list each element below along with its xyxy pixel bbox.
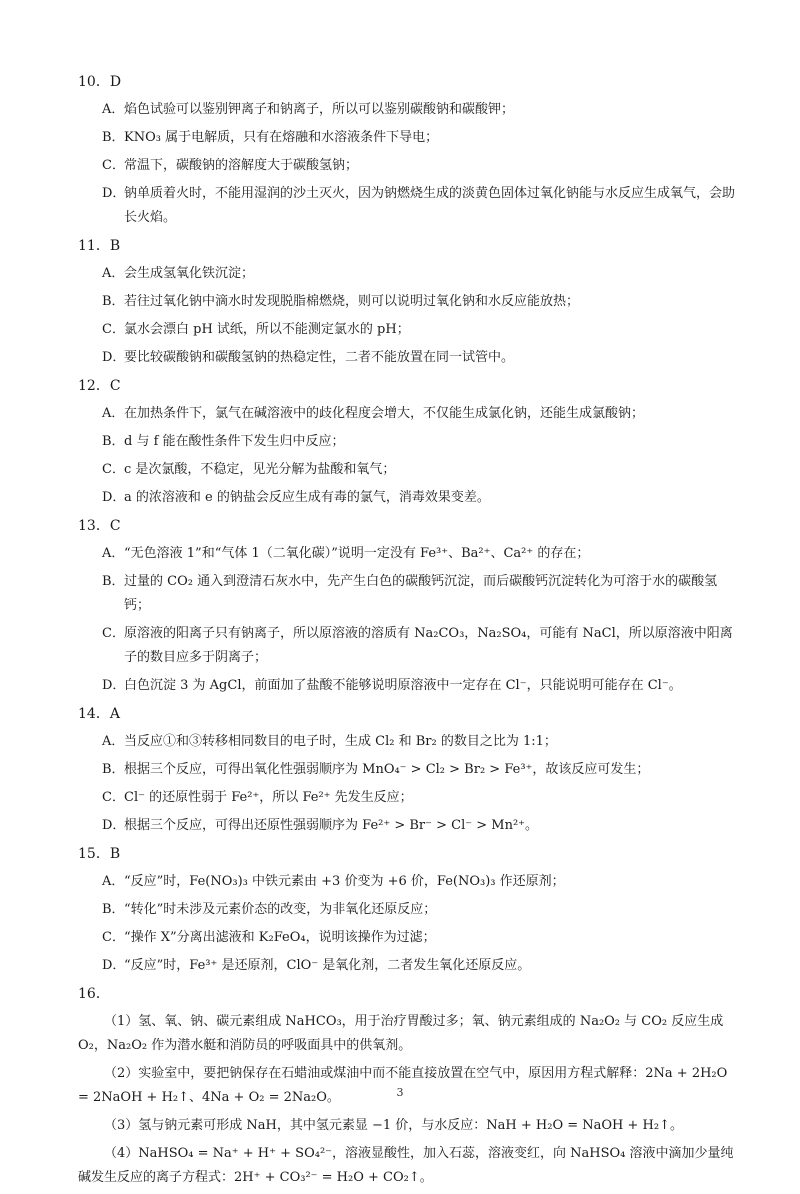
q11-option-a-text: 会生成氢氧化铁沉淀； — [124, 266, 255, 281]
answer-content — [78, 70, 742, 1194]
q12-option-b-label: B． — [102, 434, 125, 449]
q11-option-b — [78, 290, 742, 314]
q12-option-d-label: D． — [102, 490, 126, 505]
question-13-answer: 13．C — [78, 518, 121, 534]
q13-option-b — [78, 570, 742, 618]
question-10-answer: 10．D — [78, 74, 122, 90]
q16-part-1: （1）氢、氧、钠、碳元素组成 NaHCO₃，用于治疗胃酸过多；氧、钠元素组成的 Na₂O₂ 与 CO₂ 反应生成 O₂，Na₂O₂ 作为潜水艇和消防员的呼吸面具中的供氧剂。 — [78, 1014, 724, 1053]
q13-option-a — [78, 542, 742, 566]
q10-option-b — [78, 126, 742, 150]
q16-part-4: （4）NaHSO₄ = Na⁺ + H⁺ + SO₄²⁻，溶液显酸性，加入石蕊，溶液变红，向 NaHSO₄ 溶液中滴加少量纯碱发生反应的离子方程式：2H⁺ + CO₃²⁻ = H₂O + CO₂↑。 — [78, 1146, 734, 1185]
q14-option-c-text: Cl⁻ 的还原性弱于 Fe²⁺，所以 Fe²⁺ 先发生反应； — [124, 790, 413, 805]
q11-option-c-text: 氯水会漂白 pH 试纸，所以不能测定氯水的 pH； — [124, 322, 410, 337]
q13-option-d-text: 白色沉淀 3 为 AgCl，前面加了盐酸不能够说明原溶液中一定存在 Cl⁻，只能说明可能存在 Cl⁻。 — [124, 678, 682, 693]
q11-option-b-text: 若往过氧化钠中滴水时发现脱脂棉燃烧，则可以说明过氧化钠和水反应能放热； — [124, 294, 580, 309]
q15-option-d — [78, 954, 742, 978]
q13-option-c — [78, 622, 742, 670]
q14-option-a — [78, 730, 742, 754]
q10-option-c — [78, 154, 742, 178]
q10-option-c-label: C． — [102, 158, 125, 173]
q15-option-d-label: D． — [102, 958, 126, 973]
q16-part-3: （3）氢与钠元素可形成 NaH，其中氢元素显 −1 价，与水反应：NaH + H₂O = NaOH + H₂↑。 — [104, 1118, 683, 1133]
q15-option-c-text: “操作 X”分离出滤液和 K₂FeO₄，说明该操作为过滤； — [124, 930, 436, 945]
q13-option-b-label: B． — [102, 574, 125, 589]
q10-option-a-label: A． — [102, 102, 125, 117]
q15-option-a-text: “反应”时，Fe(NO₃)₃ 中铁元素由 +3 价变为 +6 价，Fe(NO₃)₃ 作还原剂； — [124, 874, 565, 889]
question-12-answer: 12．C — [78, 378, 121, 394]
q13-option-d — [78, 674, 742, 698]
question-14-answer: 14．A — [78, 706, 120, 722]
q11-option-d — [78, 346, 742, 370]
q11-option-d-text: 要比较碳酸钠和碳酸氢钠的热稳定性，二者不能放置在同一试管中。 — [124, 350, 515, 365]
q15-option-b-label: B． — [102, 902, 125, 917]
q15-option-c — [78, 926, 742, 950]
q13-option-c-text: 原溶液的阳离子只有钠离子，所以原溶液的溶质有 Na₂CO₃，Na₂SO₄，可能有 NaCl，所以原溶液中阳离子的数目应多于阴离子； — [124, 626, 733, 665]
q12-option-a-label: A． — [102, 406, 125, 421]
q10-option-d-label: D． — [102, 186, 126, 201]
q15-option-d-text: “反应”时，Fe³⁺ 是还原剂，ClO⁻ 是氧化剂，二者发生氧化还原反应。 — [124, 958, 531, 973]
q13-option-a-label: A． — [102, 546, 125, 561]
q12-option-c-label: C． — [102, 462, 125, 477]
q14-option-b — [78, 758, 742, 782]
q14-option-c — [78, 786, 742, 810]
q10-option-c-text: 常温下，碳酸钠的溶解度大于碳酸氢钠； — [124, 158, 359, 173]
q12-option-b — [78, 430, 742, 454]
q12-option-b-text: d 与 f 能在酸性条件下发生归中反应； — [124, 434, 345, 449]
q11-option-a — [78, 262, 742, 286]
q14-option-d — [78, 814, 742, 838]
q12-option-a-text: 在加热条件下，氯气在碱溶液中的歧化程度会增大，不仅能生成氯化钠，还能生成氯酸钠； — [124, 406, 645, 421]
q15-option-b — [78, 898, 742, 922]
q11-option-d-label: D． — [102, 350, 126, 365]
page-number: 3 — [396, 1086, 404, 1099]
q12-option-c-text: c 是次氯酸，不稳定，见光分解为盐酸和氧气； — [124, 462, 396, 477]
q10-option-a — [78, 98, 742, 122]
q14-option-d-label: D． — [102, 818, 126, 833]
q10-option-d-text: 钠单质着火时，不能用湿润的沙土灭火，因为钠燃烧生成的淡黄色固体过氧化钠能与水反应生成氧气，会助长火焰。 — [124, 186, 736, 225]
q14-option-a-label: A． — [102, 734, 125, 749]
q15-option-c-label: C． — [102, 930, 125, 945]
q12-option-c — [78, 458, 742, 482]
q11-option-b-label: B． — [102, 294, 125, 309]
q15-option-a — [78, 870, 742, 894]
q15-option-a-label: A． — [102, 874, 125, 889]
q10-option-d — [78, 182, 742, 230]
q13-option-c-label: C． — [102, 626, 125, 641]
q14-option-a-text: 当反应①和③转移相同数目的电子时，生成 Cl₂ 和 Br₂ 的数目之比为 1:1； — [124, 734, 557, 749]
q16-part-2: （2）实验室中，要把钠保存在石蜡油或煤油中而不能直接放置在空气中，原因用方程式解释：2Na + 2H₂O = 2NaOH + H₂↑、4Na + O₂ = 2Na₂O。 — [78, 1066, 728, 1105]
q14-option-c-label: C． — [102, 790, 125, 805]
q14-option-b-text: 根据三个反应，可得出氧化性强弱顺序为 MnO₄⁻ > Cl₂ > Br₂ > Fe³⁺，故该反应可发生； — [124, 762, 650, 777]
q13-option-a-text: “无色溶液 1”和“气体 1（二氧化碳）”说明一定没有 Fe³⁺、Ba²⁺、Ca²⁺ 的存在； — [124, 546, 590, 561]
question-16-heading: 16． — [78, 986, 110, 1002]
q12-option-d — [78, 486, 742, 510]
q14-option-b-label: B． — [102, 762, 125, 777]
q13-option-d-label: D． — [102, 678, 126, 693]
q15-option-b-text: “转化”时未涉及元素价态的改变，为非氧化还原反应； — [124, 902, 437, 917]
q12-option-a — [78, 402, 742, 426]
q10-option-b-label: B． — [102, 130, 125, 145]
q10-option-a-text: 焰色试验可以鉴别钾离子和钠离子，所以可以鉴别碳酸钠和碳酸钾； — [124, 102, 515, 117]
q11-option-c-label: C． — [102, 322, 125, 337]
q11-option-a-label: A． — [102, 266, 125, 281]
q14-option-d-text: 根据三个反应，可得出还原性强弱顺序为 Fe²⁺ > Br⁻ > Cl⁻ > Mn²⁺。 — [124, 818, 539, 833]
q10-option-b-text: KNO₃ 属于电解质，只有在熔融和水溶液条件下导电； — [124, 130, 439, 145]
question-11-answer: 11．B — [78, 238, 121, 254]
q11-option-c — [78, 318, 742, 342]
q12-option-d-text: a 的浓溶液和 e 的钠盐会反应生成有毒的氯气，消毒效果变差。 — [124, 490, 490, 505]
question-15-answer: 15．B — [78, 846, 121, 862]
q13-option-b-text: 过量的 CO₂ 通入到澄清石灰水中，先产生白色的碳酸钙沉淀，而后碳酸钙沉淀转化为可溶于水的碳酸氢钙； — [124, 574, 718, 613]
